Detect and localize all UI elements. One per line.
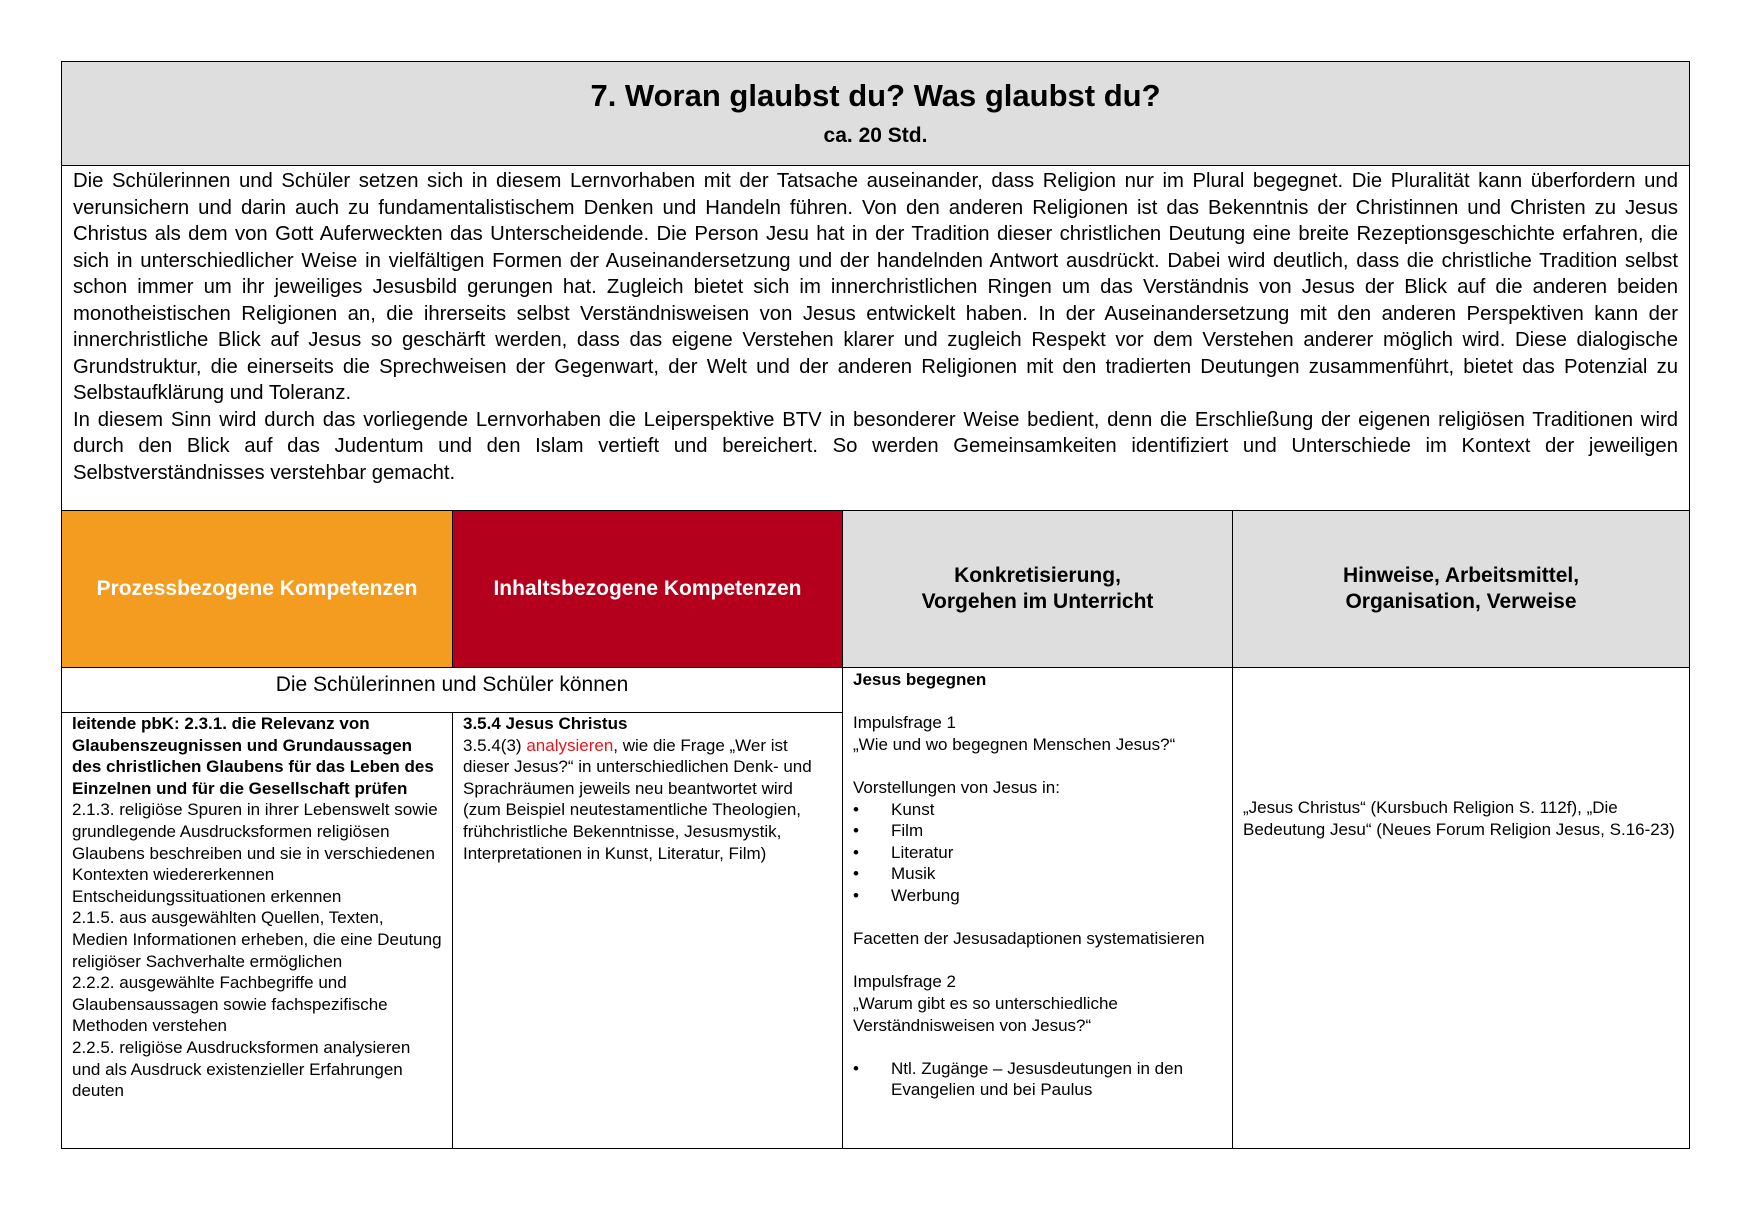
list-item: • Musik	[853, 863, 1222, 885]
intro-paragraph-1: Die Schülerinnen und Schüler setzen sich in diesem Lernvorhaben mit der Tatsache auseinander, dass Religion nur im Plural begegnet. Die Pluralität kann überfordern und verunsichern und darin auch zu fundamentalistischem Denken und Handeln führen. Von den anderen Religionen ist das Bekenntnis der Christinnen und Christen zu Jesus Christus als dem von Gott Auferweckten das Unterscheidende. Die Person Jesu hat in der Tradition dieser christlichen Deutung eine breite Rezeptionsgeschichte erfahren, die sich in unterschiedlicher Weise in vielfältigen Formen der Auseinandersetzung und der handelnden Antwort ausdrückt. Dabei wird deutlich, dass die christliche Tradition selbst schon immer um ihr jeweiliges Jesusbild gerungen hat. Zugleich bietet sich im innerchristlichen Ringen um das Verständnis von Jesus der Blick auf die anderen beiden monotheistischen Religionen an, die ihrerseits selbst Verständnisweisen von Jesus entwickelt haben. In der Auseinandersetzung mit den anderen Perspektiven kann der innerchristliche Blick auf Jesus so geschärft werden, dass das eigene Verstehen klarer und zugleich Respekt vor dem Verstehen anderer möglich wird. Diese dialogische Grundstruktur, die einerseits die Sprechweisen der Gegenwart, der Welt und der anderen Religionen mit den tradierten Deutungen zusammenführt, bietet das Potenzial zu Selbstaufklärung und Toleranz.	[73, 170, 1678, 404]
content-heading: 3.5.4 Jesus Christus	[463, 714, 628, 733]
competence-columns	[62, 713, 842, 1148]
hints-text: „Jesus Christus“ (Kursbuch Religion S. 112f), „Die Bedeutung Jesu“ (Neues Forum Religion Jesus, S.16-23)	[1243, 798, 1675, 839]
students-label: Die Schülerinnen und Schüler können	[62, 668, 842, 713]
process-lead: leitende pbK: 2.3.1. die Relevanz von Glaubenszeugnissen und Grundaussagen des christlichen Glaubens für das Leben des Einzelnen und für die Gesellschaft prüfen	[72, 714, 434, 798]
column-header-hints	[1232, 511, 1689, 667]
content-code: 3.5.4(3)	[463, 735, 522, 755]
ideas-intro: Vorstellungen von Jesus in:	[853, 777, 1060, 797]
column-header-concretization-line2: Vorgehen im Unterricht	[921, 590, 1154, 613]
column-header-row	[62, 511, 1689, 668]
impulse-1-question: „Wie und wo begegnen Menschen Jesus?“	[853, 734, 1176, 754]
list-item: • Literatur	[853, 842, 1222, 864]
column-header-concretization-line1: Konkretisierung,	[954, 564, 1121, 587]
intro-paragraph-2: In diesem Sinn wird durch das vorliegende Lernvorhaben die Leiperspektive BTV in besonderer Weise bedient, denn die Erschließung der eigenen religiösen Traditionen wird durch den Blick auf das Judentum und den Islam vertieft und bereichert. So werden Gemeinsamkeiten identifiziert und Unterschiede im Kontext der jeweiligen Selbstverständnisses verstehbar gemacht.	[73, 408, 1678, 484]
lesson-plan-table	[61, 61, 1690, 1149]
intro-text	[62, 166, 1689, 511]
header-section	[62, 62, 1689, 166]
competence-block	[62, 668, 842, 1148]
duration-label: ca. 20 Std.	[823, 124, 928, 147]
column-header-content-label: Inhaltsbezogene Kompetenzen	[493, 577, 802, 600]
column-header-process	[62, 511, 452, 667]
body-row	[62, 668, 1689, 1148]
content-competences-cell	[452, 713, 842, 1148]
impulse-2-label: Impulsfrage 2	[853, 972, 956, 992]
list-item: • Film	[853, 820, 1222, 842]
list-item: • Kunst	[853, 799, 1222, 821]
list-item: • Ntl. Zugänge – Jesusdeutungen in den Evangelien und bei Paulus	[853, 1058, 1222, 1101]
process-competences-cell	[62, 713, 452, 1148]
concretization-heading: Jesus begegnen	[853, 670, 987, 689]
column-header-hints-line2: Organisation, Verweise	[1345, 590, 1577, 613]
content-description: , wie die Frage „Wer ist dieser Jesus?“ in unterschiedlichen Denk- und Sprachräumen jeweils neu beantwortet wird (zum Beispiel neutestamentliche Theologien, frühchristliche Bekenntnisse, Jesusmystik, Interpretationen in Kunst, Literatur, Film)	[463, 735, 812, 863]
process-item-4: 2.2.5. religiöse Ausdrucksformen analysieren und als Ausdruck existenzieller Erfahrungen deuten	[72, 1037, 411, 1101]
process-item-1: 2.1.3. religiöse Spuren in ihrer Lebenswelt sowie grundlegende Ausdrucksformen religiösen Glaubens beschreiben und sie in verschiedenen Kontexten wiedererkennen Entscheidungssituationen erkennen	[72, 800, 438, 906]
impulse-1-label: Impulsfrage 1	[853, 713, 956, 733]
access-list	[853, 1058, 1222, 1101]
list-item: • Werbung	[853, 885, 1222, 907]
column-header-hints-line1: Hinweise, Arbeitsmittel,	[1342, 564, 1580, 587]
impulse-2-question: „Warum gibt es so unterschiedliche Verständnisweisen von Jesus?“	[853, 993, 1118, 1035]
content-verb: analysieren	[526, 735, 614, 755]
concretization-cell	[842, 668, 1232, 1148]
process-item-3: 2.2.2. ausgewählte Fachbegriffe und Glaubensaussagen sowie fachspezifische Methoden verstehen	[72, 973, 388, 1036]
column-header-process-label: Prozessbezogene Kompetenzen	[96, 577, 418, 600]
page-title: 7. Woran glaubst du? Was glaubst du?	[590, 78, 1161, 113]
process-item-2: 2.1.5. aus ausgewählten Quellen, Texten, Medien Informationen erheben, die eine Deutung religiöser Sachverhalte ermöglichen	[72, 908, 442, 971]
facets-text: Facetten der Jesusadaptionen systematisieren	[853, 929, 1205, 949]
hints-cell	[1232, 668, 1689, 1148]
column-header-content	[452, 511, 842, 667]
ideas-list	[853, 799, 1222, 907]
column-header-concretization	[842, 511, 1232, 667]
content-competence-text	[463, 735, 832, 865]
